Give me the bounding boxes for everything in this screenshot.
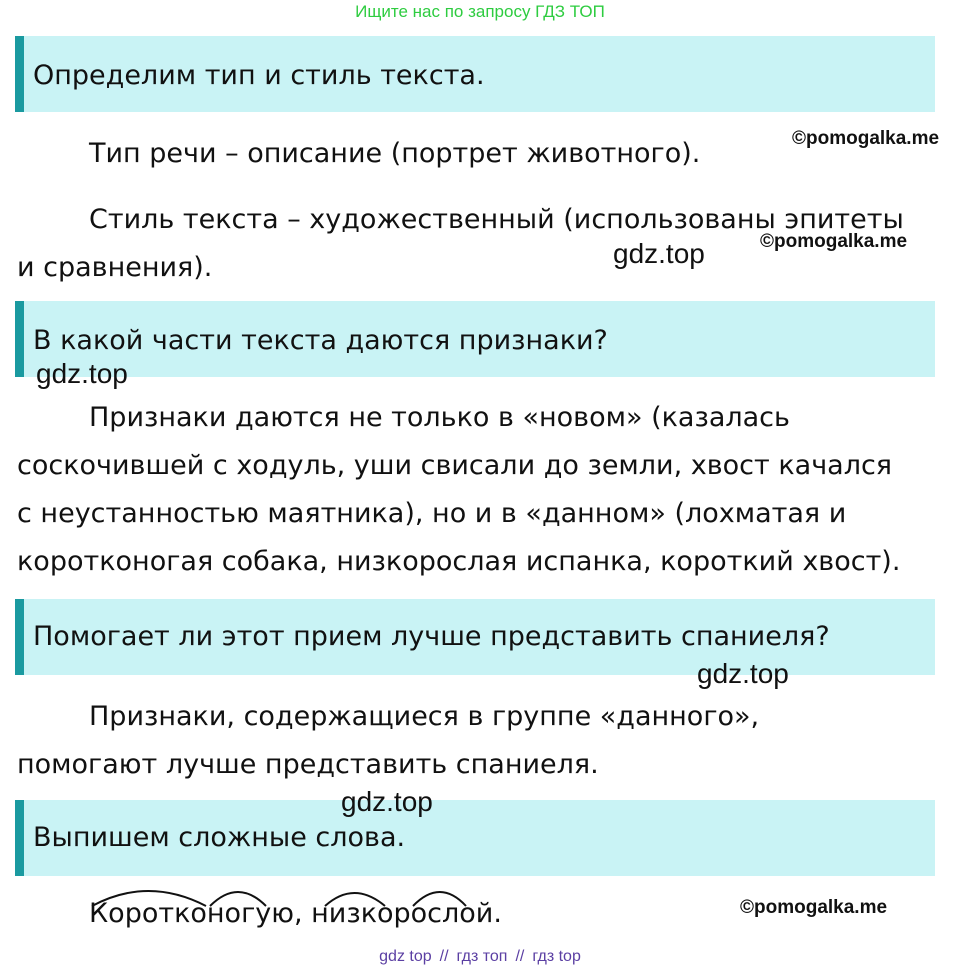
paragraph-line: помогают лучше представить спаниеля. bbox=[17, 749, 599, 780]
paragraph-line: коротконогая собака, низкорослая испанка, короткий хвост). bbox=[17, 546, 901, 577]
paragraph-line: с неустанностью маятника), но и в «данном» (лохматая и bbox=[17, 498, 847, 529]
footer-separator: // bbox=[439, 948, 449, 965]
paragraph-line: соскочившей с ходуль, уши свисали до земли, хвост качался bbox=[17, 450, 893, 481]
paragraph-line: Признаки даются не только в «новом» (казалась bbox=[89, 402, 790, 433]
footer-item[interactable]: гдз top bbox=[532, 948, 581, 965]
heading-accent-bar bbox=[15, 36, 24, 112]
paragraph-spaniel bbox=[17, 693, 759, 789]
footer-separator: // bbox=[515, 948, 525, 965]
watermark-gdz-top: gdz.top bbox=[613, 238, 705, 269]
paragraph-line: Стиль текста – художественный (использованы эпитеты bbox=[89, 204, 904, 235]
watermark-pomogalka: ©pomogalka.me bbox=[792, 128, 940, 149]
watermark-pomogalka: ©pomogalka.me bbox=[740, 897, 888, 918]
paragraph-line: Признаки, содержащиеся в группе «данного», bbox=[89, 701, 760, 732]
section-heading-features bbox=[15, 301, 935, 377]
paragraph-line: и сравнения). bbox=[17, 252, 213, 283]
watermark-gdz-top: gdz.top bbox=[341, 786, 433, 817]
paragraph-features bbox=[17, 394, 900, 586]
footer-item[interactable]: гдз топ bbox=[456, 948, 508, 965]
paragraph-line: Тип речи – описание (портрет животного). bbox=[89, 138, 701, 169]
footer-item[interactable]: gdz top bbox=[379, 948, 432, 965]
footer-links bbox=[0, 948, 960, 966]
section-heading-compound-words bbox=[15, 800, 935, 876]
heading-text: В какой части текста даются признаки? bbox=[33, 325, 608, 356]
section-heading-type-style bbox=[15, 36, 935, 112]
heading-accent-bar bbox=[15, 599, 24, 675]
watermark-gdz-top: gdz.top bbox=[36, 358, 128, 389]
heading-text: Выпишем сложные слова. bbox=[33, 822, 406, 853]
paragraph-compound-words bbox=[17, 890, 502, 938]
watermark-gdz-top: gdz.top bbox=[697, 658, 789, 689]
heading-text: Определим тип и стиль текста. bbox=[33, 60, 485, 91]
section-heading-spaniel bbox=[15, 599, 935, 675]
paragraph-line: Коротконогую, низкорослой. bbox=[89, 898, 502, 929]
top-banner: Ищите нас по запросу ГДЗ ТОП bbox=[355, 2, 605, 21]
heading-accent-bar bbox=[15, 301, 24, 377]
heading-accent-bar bbox=[15, 800, 24, 876]
watermark-pomogalka: ©pomogalka.me bbox=[760, 231, 908, 252]
paragraph-speech-type bbox=[17, 130, 700, 178]
heading-text: Помогает ли этот прием лучше представить спаниеля? bbox=[33, 621, 830, 652]
